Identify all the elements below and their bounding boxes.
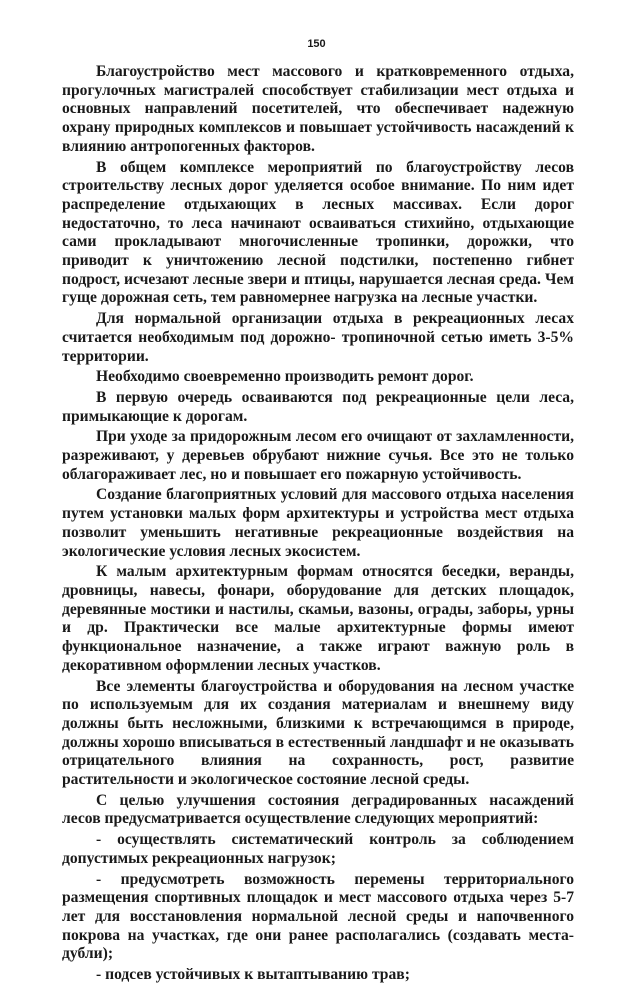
paragraph: Благоустройство мест массового и кратковременного отдыха, прогулочных магистралей способствует стабилизации мест отдыха и основных направлений посетителей, что обеспечивает надежную охрану природных комплексов и повышает устойчивость насаждений к влиянию антропогенных факторов. [62,63,574,155]
paragraph: Все элементы благоустройства и оборудования на лесном участке по используемым для их создания материалам и внешнему виду должны быть несложными, близкими к встречающимся в природе, должны хорошо вписываться в естественный ландшафт и не оказывать отрицательного влияния на сохранность, рост, развитие растительности и экологическое состояние лесной среды. [62,677,574,789]
page-number: 150 [307,38,326,50]
list-item: - подсев устойчивых к вытаптыванию трав; [96,966,410,984]
text-body [62,63,574,987]
paragraph: В первую очередь осваиваются под рекреационные цели леса, примыкающие к дорогам. [62,388,574,425]
paragraph: Для нормальной организации отдыха в рекреационных лесах считается необходимым под дорожно- тропиночной сетью иметь 3-5% территории. [62,310,574,365]
paragraph: В общем комплексе мероприятий по благоустройству лесов строительству лесных дорог уделяется особое внимание. По ним идет распределение отдыхающих в лесных массивах. Если дорог недостаточно, то леса начинают осваиваться стихийно, отдыхающие сами прокладывают многочисленные тропинки, дорожки, что приводит к уничтожению лесной подстилки, постепенно гибнет подрост, исчезают лесные звери и птицы, нарушается лесная среда. Чем гуще дорожная сеть, тем равномернее нагрузка на лесные участки. [62,158,574,307]
paragraph: Необходимо своевременно производить ремонт дорог. [96,368,474,386]
list-item: - предусмотреть возможность перемены территориального размещения спортивных площадок и мест массового отдыха через 5-7 лет для восстановления нормальной лесной среды и напочвенного покрова на участках, где они ранее располагались (создавать места-дубли); [62,870,574,963]
paragraph: При уходе за придорожным лесом его очищают от захламленности, разреживают, у деревьев обрубают нижние сучья. Все это не только облагораживает лес, но и повышает его пожарную устойчивость. [62,428,574,483]
paragraph: К малым архитектурным формам относятся беседки, веранды, дровницы, навесы, фонари, оборудование для детских площадок, деревянные мостики и настилы, скамьи, вазоны, ограды, заборы, урны и др. Практически все малые архитектурные формы имеют функциональное назначение, а также играют важную роль в декоративном оформлении лесных участков. [62,563,574,674]
list-item: - осуществлять систематический контроль за соблюдением допустимых рекреационных нагрузок; [62,831,574,867]
paragraph: Создание благоприятных условий для массового отдыха населения путем установки малых форм архитектуры и устройства мест отдыха позволит уменьшить негативные рекреационные воздействия на экологические условия лесных экосистем. [62,486,574,560]
paragraph: С целью улучшения состояния деградированных насаждений лесов предусматривается осуществление следующих мероприятий: [62,791,574,828]
